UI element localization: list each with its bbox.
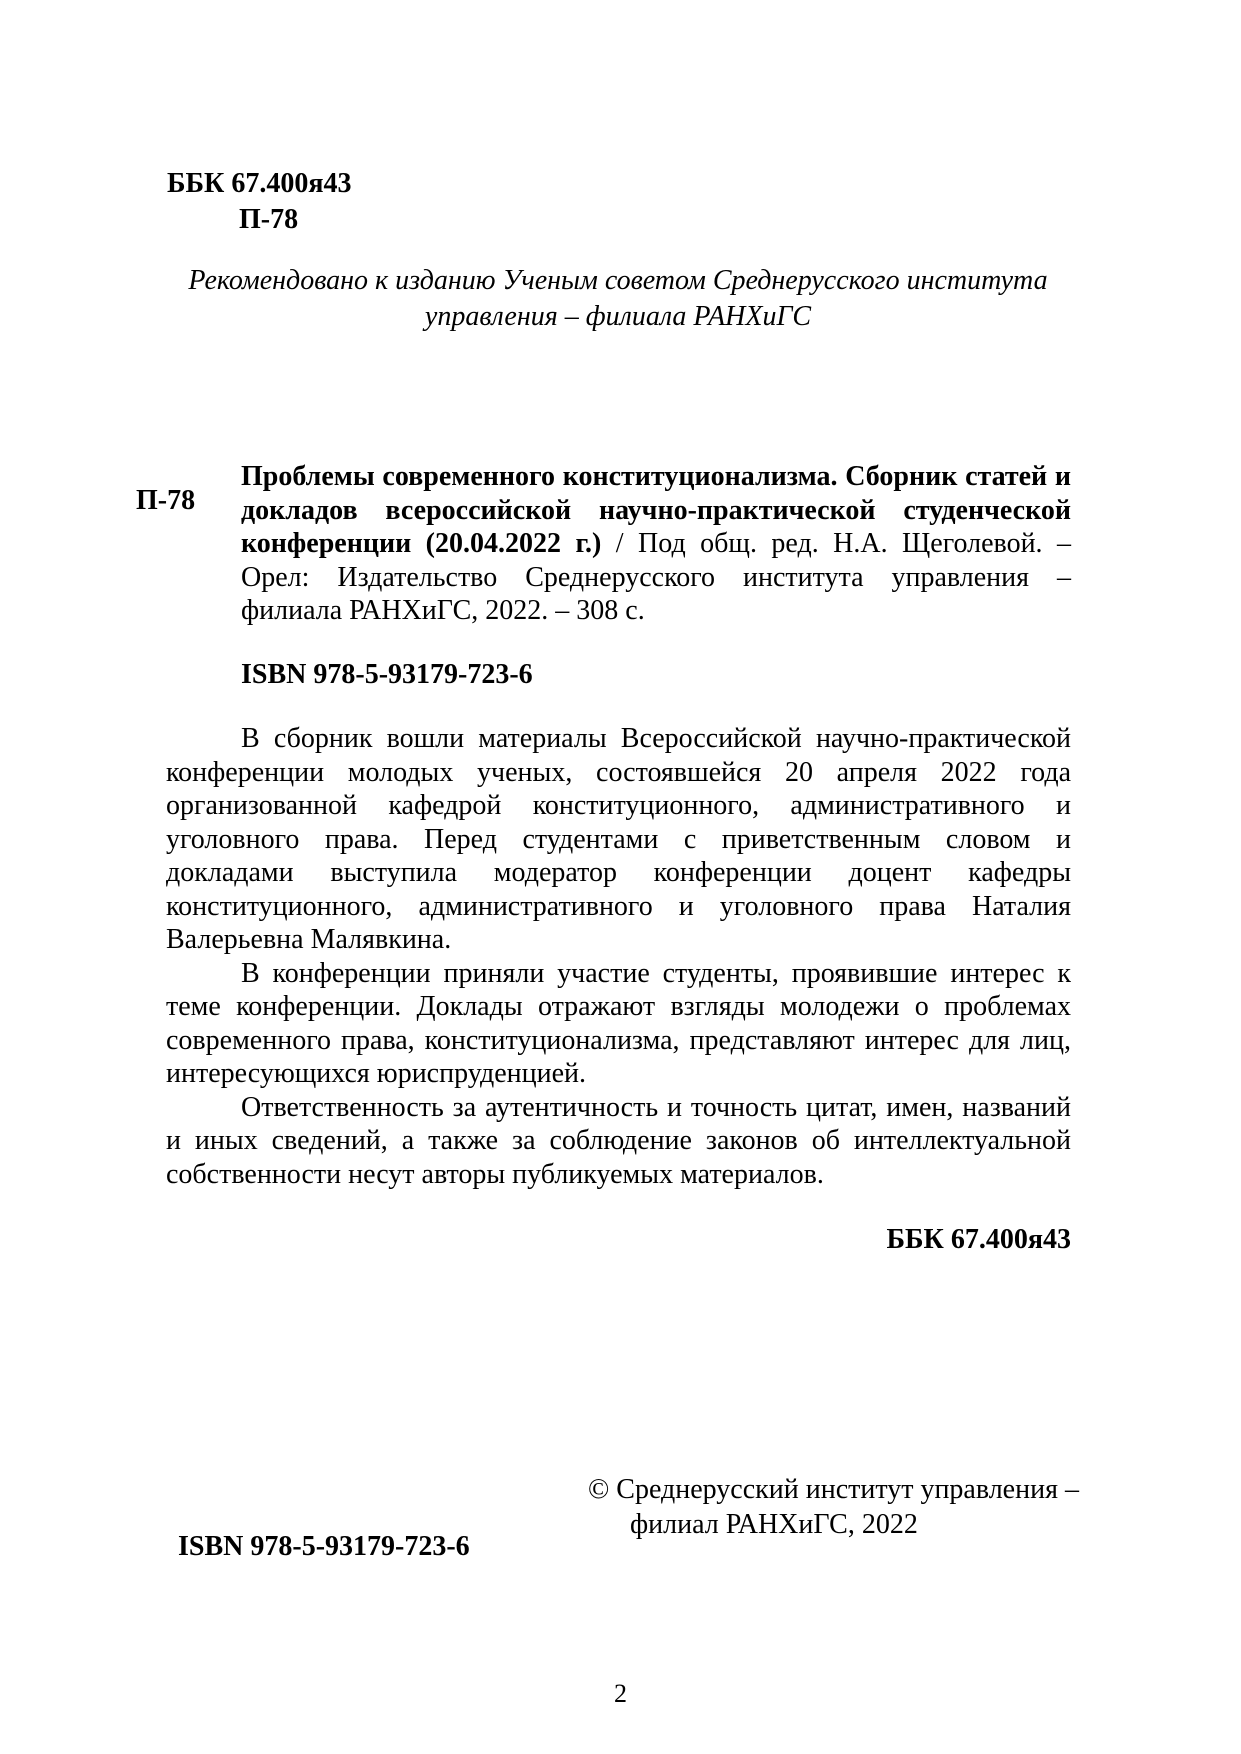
- copyright-notice: [588, 1472, 1079, 1542]
- publication-recommendation: [150, 263, 1086, 335]
- abstract-paragraph-2: В конференции приняли участие студенты, проявившие интерес к теме конференции. Доклады отражают взгляды молодежи о проблемах современного права, конституционализма, представляют интерес для лиц, интересующихся юриспруденцией.: [166, 957, 1071, 1089]
- abstract: [166, 722, 1071, 1191]
- page-number: 2: [614, 1679, 627, 1708]
- abstract-paragraph-1: В сборник вошли материалы Всероссийской научно-практической конференции молодых ученых, состоявшейся 20 апреля 2022 года организованной кафедрой конституционного, административного и уголовного права. Перед студентами с приветственным словом и докладами выступила модератор конференции доцент кафедры конституционного, административного и уголовного права Наталия Валерьевна Малявкина.: [166, 723, 1071, 955]
- bbk-code-bottom: ББК 67.400я43: [886, 1224, 1071, 1255]
- copyright-line-2: филиал РАНХиГС, 2022: [630, 1509, 918, 1540]
- footer-isbn: ISBN 978-5-93179-723-6: [178, 1531, 470, 1562]
- catalog-isbn: ISBN 978-5-93179-723-6: [241, 659, 533, 690]
- bbk-header: [167, 166, 351, 238]
- book-description: / Под общ. ред. Н.А. Щеголевой. – Орел: Издательство Среднерусского института управления – филиала РАНХиГС, 2022. – 308 с.: [241, 528, 1072, 626]
- recommendation-line-2: управления – филиала РАНХиГС: [424, 301, 812, 332]
- bbk-code: ББК 67.400я43: [167, 168, 352, 199]
- book-title: Проблемы современного конституционализма. Сборник статей и докладов всероссийской научно-практической студенческой конференции (20.04.2022 г.): [241, 461, 1071, 559]
- copyright-line-1: © Среднерусский институт управления –: [588, 1474, 1079, 1505]
- author-mark: П-78: [239, 204, 299, 235]
- recommendation-line-1: Рекомендовано к изданию Ученым советом Среднерусского института: [188, 265, 1048, 296]
- catalog-entry: [241, 460, 1071, 628]
- abstract-paragraph-3: Ответственность за аутентичность и точность цитат, имен, названий и иных сведений, а также за соблюдение законов об интеллектуальной собственности несут авторы публикуемых материалов.: [166, 1091, 1071, 1190]
- catalog-author-mark: П-78: [136, 485, 196, 516]
